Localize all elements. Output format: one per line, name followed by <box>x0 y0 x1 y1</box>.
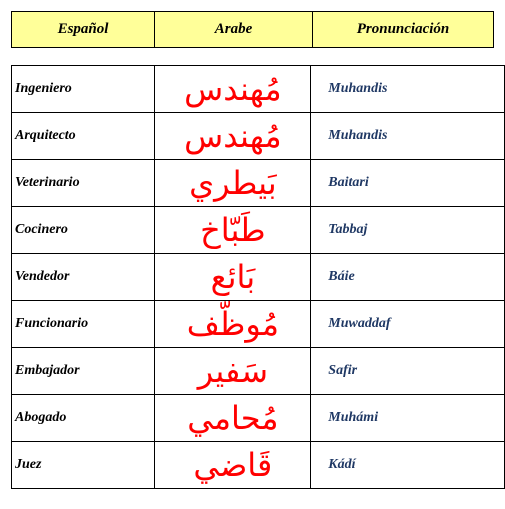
table-row <box>12 442 505 489</box>
spanish-cell: Arquitecto <box>12 113 155 160</box>
header-row <box>12 12 494 48</box>
pronunciation-cell: Kádí <box>311 442 505 489</box>
spanish-cell: Embajador <box>12 348 155 395</box>
spanish-cell: Ingeniero <box>12 66 155 113</box>
arabic-cell: سَفير <box>155 348 311 395</box>
arabic-cell: طَبّاخ <box>155 207 311 254</box>
spanish-cell: Cocinero <box>12 207 155 254</box>
spanish-cell: Funcionario <box>12 301 155 348</box>
pronunciation-cell: Muhandis <box>311 113 505 160</box>
pronunciation-cell: Safir <box>311 348 505 395</box>
table-row <box>12 207 505 254</box>
table-row <box>12 66 505 113</box>
pronunciation-cell: Tabbaj <box>311 207 505 254</box>
spanish-cell: Vendedor <box>12 254 155 301</box>
pronunciation-cell: Báie <box>311 254 505 301</box>
table-row <box>12 348 505 395</box>
pronunciation-cell: Muhandis <box>311 66 505 113</box>
header-pronunciation: Pronunciación <box>313 12 494 48</box>
table-row <box>12 113 505 160</box>
table-row <box>12 395 505 442</box>
arabic-cell: بَائع <box>155 254 311 301</box>
arabic-cell: مُحامي <box>155 395 311 442</box>
header-table <box>11 11 494 48</box>
arabic-cell: بَيطري <box>155 160 311 207</box>
header-spanish: Español <box>12 12 155 48</box>
arabic-cell: مُوظّف <box>155 301 311 348</box>
spanish-cell: Veterinario <box>12 160 155 207</box>
header-arabic: Arabe <box>155 12 313 48</box>
table-row <box>12 301 505 348</box>
vocabulary-table <box>11 65 505 489</box>
arabic-cell: قَاضي <box>155 442 311 489</box>
pronunciation-cell: Muhámi <box>311 395 505 442</box>
pronunciation-cell: Baitari <box>311 160 505 207</box>
arabic-cell: مُهندس <box>155 113 311 160</box>
arabic-cell: مُهندس <box>155 66 311 113</box>
pronunciation-cell: Muwaddaf <box>311 301 505 348</box>
spanish-cell: Abogado <box>12 395 155 442</box>
table-row <box>12 160 505 207</box>
spanish-cell: Juez <box>12 442 155 489</box>
table-row <box>12 254 505 301</box>
